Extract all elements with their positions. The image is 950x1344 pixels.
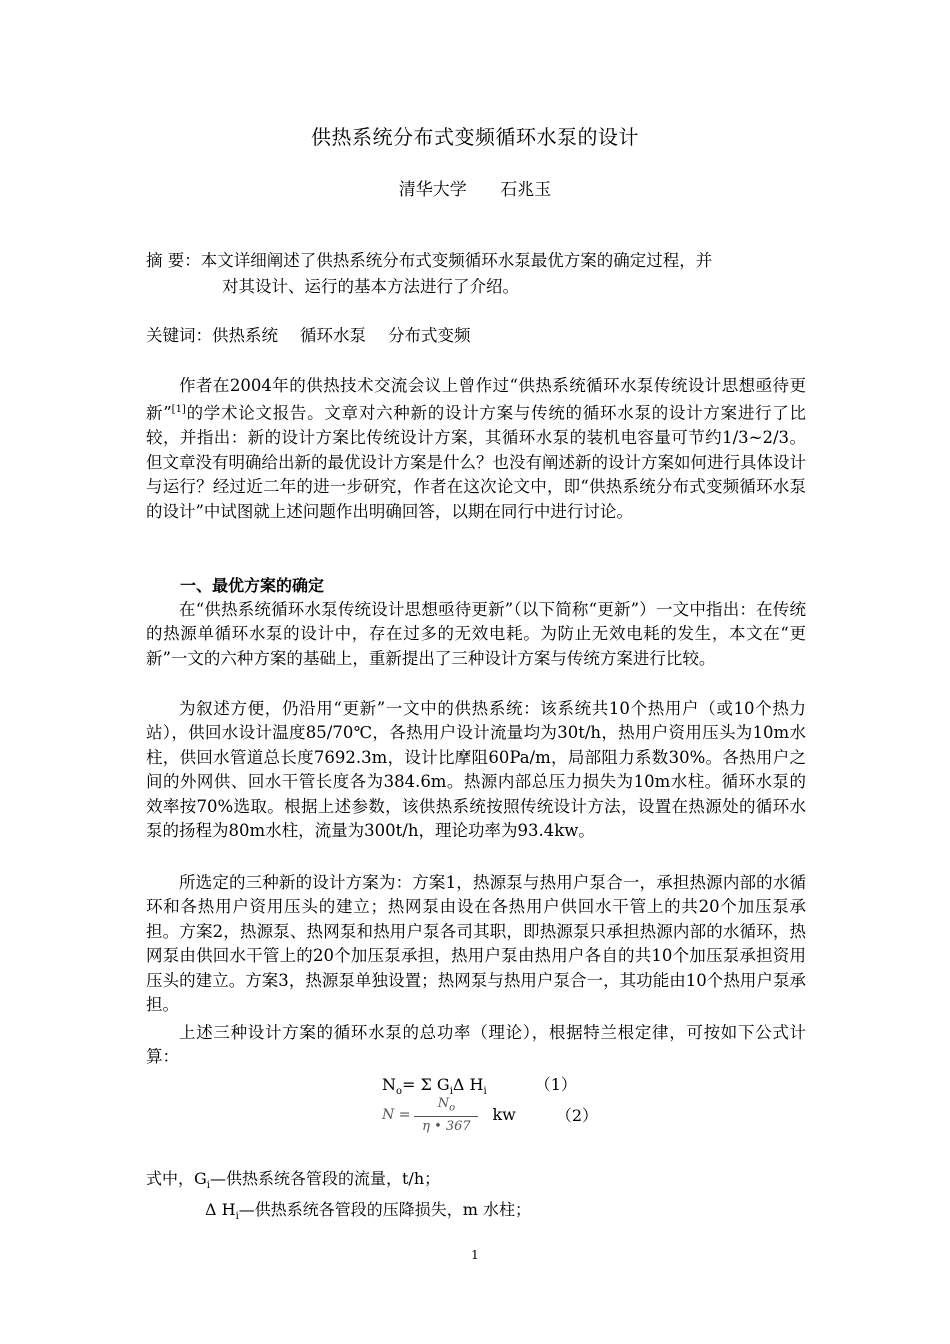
formula-2-numerator: $N_o$ bbox=[437, 1096, 456, 1114]
keyword-3: 分布式变频 bbox=[388, 326, 471, 345]
formula-2-denominator: η • 367 bbox=[422, 1118, 471, 1134]
definition-2: Δ $H_i—$供热系统各管段的压降损失，m 水柱； bbox=[205, 1200, 532, 1223]
keywords bbox=[146, 322, 493, 346]
keyword-2: 循环水泵 bbox=[300, 326, 366, 345]
abstract bbox=[146, 248, 806, 300]
section1-paragraph-2: 为叙述方便，仍沿用“更新”一文中的供热系统：该系统共10个热用户（或10个热力站），供回水设计温度85/70℃，各热用户设计流量均为30t/h，热用户资用压头为10m水柱，供回水管道总长度7692.3m，设计比摩阻60Pa/m，局部阻力系数30%。各热用户之间的外网供、回水干管长度各为384.6m。热源内部总压力损失为10m水柱。循环水泵的效率按70%选取。根据上述参数，该供热系统按照传统设计方法，设置在热源处的循环水泵的扬程为80m水柱，流量为300t/h，理论功率为93.4kw。 bbox=[146, 699, 806, 841]
keyword-1: 供热系统 bbox=[212, 326, 278, 345]
section1-paragraph-1: 在“供热系统循环水泵传统设计思想亟待更新”（以下简称“更新”）一文中指出：在传统的热源单循环水泵的设计中，存在过多的无效电耗。为防止无效电耗的发生，本文在“更新”一文的六种方案的基础上，重新提出了三种设计方案与传统方案进行比较。 bbox=[146, 600, 806, 668]
formula-2-unit: kw bbox=[492, 1105, 516, 1125]
section1-paragraph-4: 上述三种设计方案的循环水泵的总功率（理论），根据特兰根定律，可按如下公式计算： bbox=[146, 1023, 806, 1067]
abstract-label: 摘 要： bbox=[146, 251, 201, 270]
keywords-label: 关键词： bbox=[146, 326, 212, 345]
author-name: 石兆玉 bbox=[500, 180, 552, 200]
abstract-line-2: 对其设计、运行的基本方法进行了介绍。 bbox=[222, 277, 519, 296]
formula-1: $N_o= \Sigma$ $G_i\Delta$ $H_i$ （1） bbox=[382, 1075, 577, 1098]
citation-ref: [1] bbox=[171, 404, 186, 416]
section1-paragraph-3: 所选定的三种新的设计方案为：方案1，热源泵与热用户泵合一，承担热源内部的水循环和各热用户资用压头的建立；热网泵由设在各热用户供回水干管上的共20个加压泵承担。方案2，热源泵、热网泵和热用户泵各司其职，即热源泵只承担热源内部的水循环，热网泵由供回水干管上的20个加压泵承担，热用户泵由热用户各自的共10个加压泵承担资用压头的建立。方案3，热源泵单独设置；热网泵与热用户泵合一，其功能由10个热用户泵承担。 bbox=[146, 873, 806, 1015]
author-line bbox=[0, 175, 950, 200]
fraction-bar bbox=[414, 1116, 478, 1117]
page-number: 1 bbox=[471, 1248, 479, 1262]
formula-2: N = $\frac{N_o}{\eta • 367}$ kw （2） bbox=[382, 1096, 599, 1134]
formula-2-number: （2） bbox=[555, 1106, 599, 1126]
intro-paragraph: 作者在2004年的供热技术交流会议上曾作过“供热系统循环水泵传统设计思想亟待更新”[1]的学术论文报告。文章对六种新的设计方案与传统的循环水泵的设计方案进行了比较，并指出：新的设计方案比传统设计方案，其循环水泵的装机电容量可节约1/3~2/3。但文章没有明确给出新的最优设计方案是什么？也没有阐述新的设计方案如何进行具体设计与运行？经过近二年的进一步研究，作者在这次论文中，即“供热系统分布式变频循环水泵的设计”中试图就上述问题作出明确回答，以期在同行中进行讨论。 bbox=[146, 376, 807, 521]
author-affiliation: 清华大学 bbox=[398, 180, 467, 200]
formula-1-number: （1） bbox=[534, 1075, 577, 1094]
abstract-line-1: 摘 要：本文详细阐述了供热系统分布式变频循环水泵最优方案的确定过程，并 bbox=[146, 251, 713, 270]
paper-title: 供热系统分布式变频循环水泵的设计 bbox=[311, 125, 639, 149]
section-heading-1: 一、最优方案的确定 bbox=[180, 576, 325, 595]
definition-1: 式中，$G_i—$供热系统各管段的流量，t/h； bbox=[146, 1169, 441, 1192]
formula-2-fraction bbox=[414, 1096, 478, 1134]
